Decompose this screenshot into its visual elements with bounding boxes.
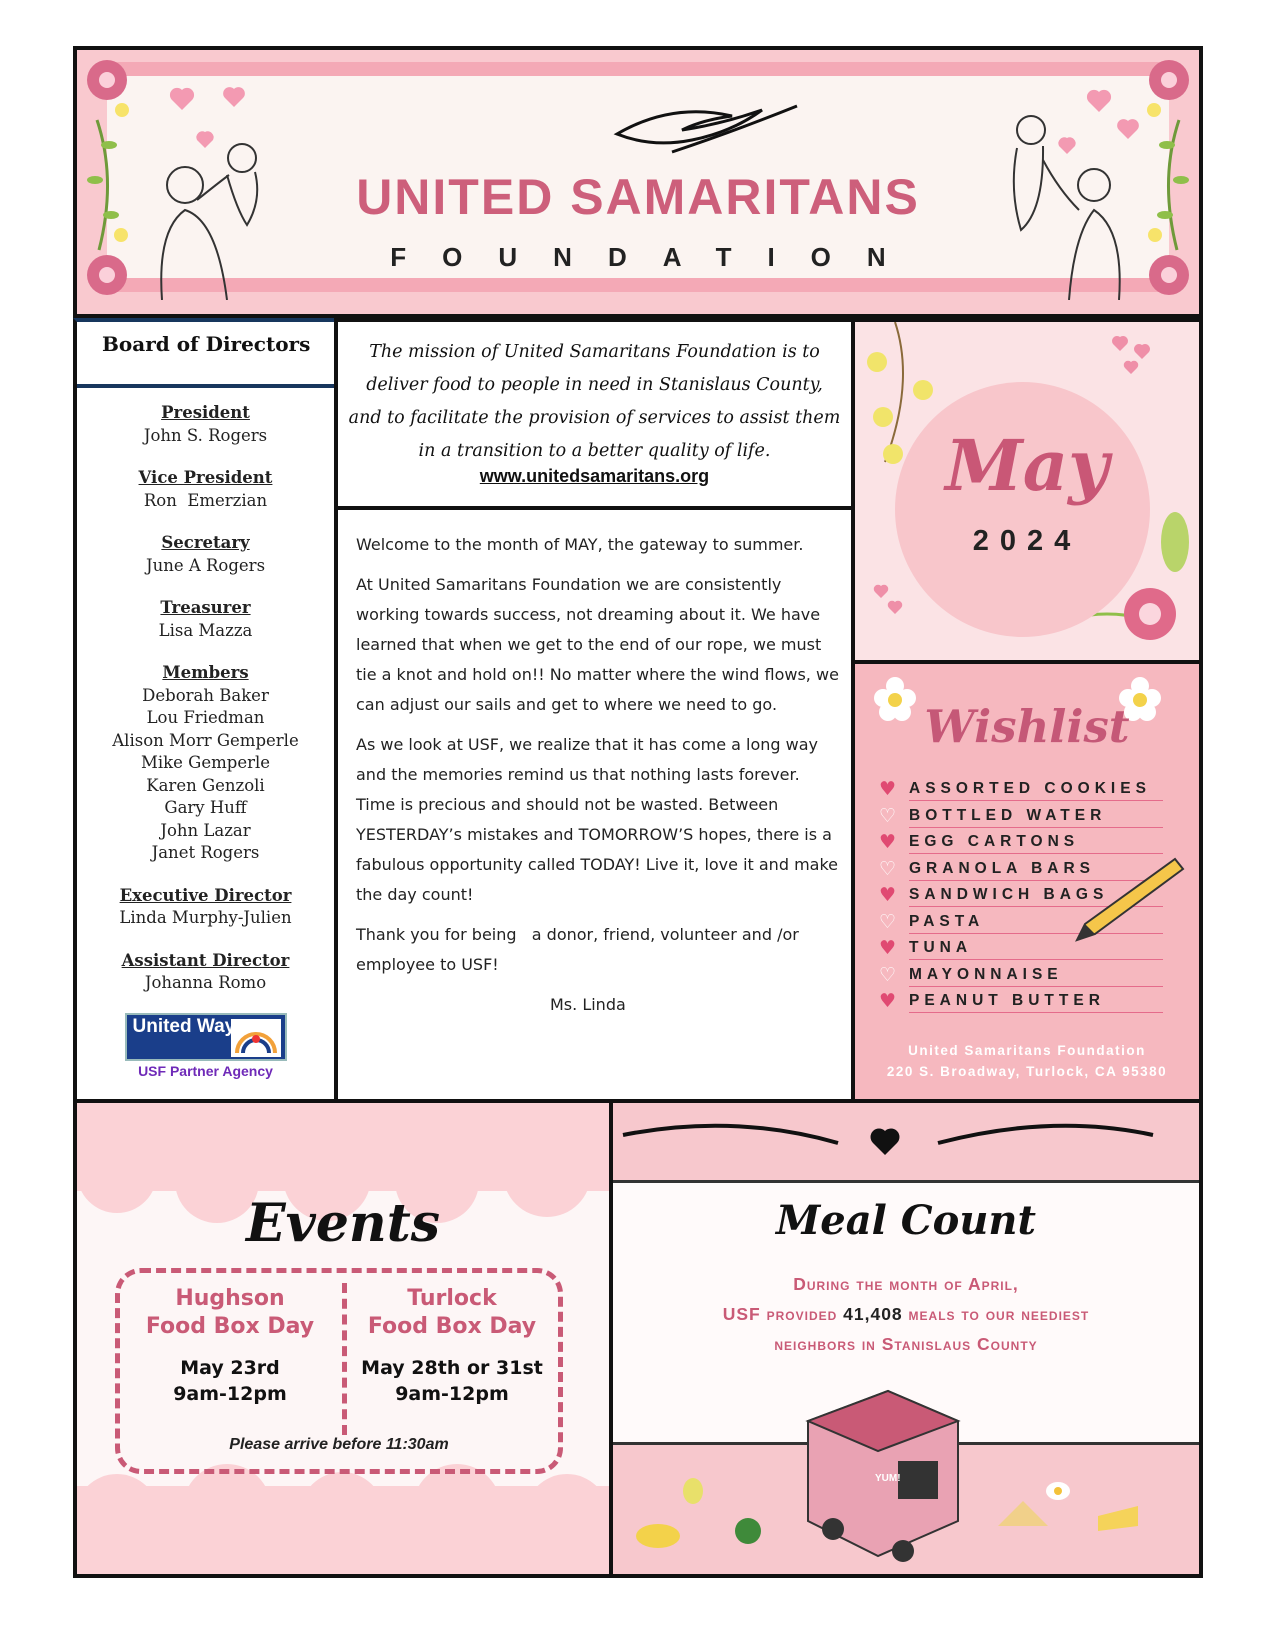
brand-logo-icon — [612, 102, 802, 162]
heart-outline-icon: ♡ — [879, 963, 897, 986]
role-title: Secretary — [161, 533, 250, 552]
org-name: United Samaritans Foundation — [908, 1043, 1146, 1058]
swirl-heart-icon — [613, 1103, 1199, 1181]
brand-subtitle: FOUNDATION — [390, 242, 922, 272]
list-item — [879, 962, 1163, 989]
events-card — [115, 1268, 563, 1474]
meal-line — [623, 1299, 1189, 1329]
role-title: Assistant Director — [121, 950, 290, 970]
month-name: May — [945, 424, 1109, 507]
event-location: Turlock — [407, 1286, 497, 1311]
list-item — [879, 829, 1163, 856]
member-name: John Lazar — [160, 820, 251, 840]
month-panel — [851, 318, 1203, 664]
member-name: Alison Morr Gemperle — [112, 730, 299, 750]
partner-caption: USF Partner Agency — [138, 1062, 273, 1079]
meal-line: During the month of April, — [793, 1274, 1019, 1294]
mission-text: The mission of United Samaritans Foundation is to deliver food to people in need in Stanislaus County, and to facilitate the provision of services to assist them in a transition to a better quality of life. — [348, 342, 841, 461]
month-year: 2024 — [972, 525, 1082, 557]
wishlist-item-label: SANDWICH BAGS — [909, 883, 1163, 907]
meal-title: Meal Count — [776, 1197, 1036, 1244]
event-time: 9am-12pm — [395, 1383, 509, 1405]
food-truck-illustration — [613, 1361, 1199, 1574]
board-list — [77, 388, 334, 995]
month-circle — [895, 382, 1150, 637]
member-name: Linda Murphy-Julien — [119, 908, 292, 927]
mother-baby-left-illustration — [77, 50, 307, 300]
welcome-letter — [334, 506, 855, 1103]
event-hughson — [120, 1285, 340, 1407]
event-note: Please arrive before 11:30am — [229, 1436, 449, 1453]
member-name: Lisa Mazza — [158, 620, 253, 640]
event-location: Hughson — [175, 1286, 285, 1311]
wishlist-item-label: PASTA — [909, 910, 1163, 934]
heart-outline-icon: ♡ — [879, 857, 897, 880]
letter-paragraph: Welcome to the month of MAY, the gateway to summer. — [356, 535, 804, 554]
board-title: Board of Directors — [77, 322, 334, 388]
meal-top-band — [613, 1103, 1199, 1183]
truck-sign-text: YUM! — [875, 1473, 901, 1484]
united-way-logo — [125, 1013, 287, 1061]
pencil-icon — [1065, 854, 1185, 944]
letter-paragraph: At United Samaritans Foundation we are consistently working towards success, not dreaming about it. We have learned that when we get to the end of our rope, we must tie a knot and hold on!! No matter where the wind flows, we can adjust our sails and get to where we need to go. — [356, 575, 839, 714]
list-item — [879, 988, 1163, 1015]
heart-outline-icon: ♡ — [879, 910, 897, 933]
meal-count-panel — [609, 1099, 1203, 1578]
list-item — [879, 776, 1163, 803]
member-name: Deborah Baker — [142, 685, 269, 705]
org-address: 220 S. Broadway, Turlock, CA 95380 — [886, 1064, 1168, 1079]
wishlist-footer — [855, 1040, 1199, 1082]
event-type: Food Box Day — [367, 1314, 537, 1339]
event-type: Food Box Day — [145, 1314, 315, 1339]
heart-filled-icon: ♥ — [879, 831, 897, 854]
heart-filled-icon: ♥ — [879, 884, 897, 907]
mission-statement — [334, 318, 855, 510]
member-name: June A Rogers — [145, 555, 266, 575]
member-name: Gary Huff — [164, 798, 247, 817]
meal-line-start: USF provided — [722, 1304, 844, 1324]
heart-filled-icon: ♥ — [879, 990, 897, 1013]
event-turlock — [342, 1285, 562, 1407]
letter-signature: Ms. Linda — [550, 995, 626, 1014]
wishlist-item-label: EGG CARTONS — [909, 830, 1163, 854]
role-title: President — [161, 403, 250, 422]
events-title: Events — [245, 1193, 441, 1254]
heart-filled-icon: ♥ — [879, 937, 897, 960]
wishlist-item-label: ASSORTED COOKIES — [909, 777, 1163, 801]
wishlist-title: Wishlist — [924, 700, 1130, 753]
heart-outline-icon: ♡ — [879, 804, 897, 827]
role-title: Vice President — [138, 468, 273, 487]
united-way-emblem-icon — [231, 1019, 281, 1057]
letter-paragraph: As we look at USF, we realize that it has come a long way and the memories remind us that nothing lasts forever. Time is precious and should not be wasted. Between YESTERDAY’s mistakes and TOMORROW’S hopes, there is a fabulous opportunity called TODAY! Live it, love it and make the day count! — [356, 735, 838, 904]
wishlist-item-label: TUNA — [909, 936, 1163, 960]
letter-paragraph: Thank you for being a donor, friend, volunteer and /or employee to USF! — [356, 925, 804, 974]
event-time: 9am-12pm — [173, 1383, 287, 1405]
wishlist-panel — [851, 660, 1203, 1103]
event-date: May 23rd — [180, 1357, 280, 1379]
wishlist-item-label: PEANUT BUTTER — [909, 989, 1163, 1013]
wishlist-item-label: MAYONNAISE — [909, 963, 1163, 987]
united-way-logo-text: United Way — [132, 1015, 236, 1037]
member-name: Johanna Romo — [144, 973, 267, 992]
board-of-directors — [73, 318, 338, 1103]
list-item — [879, 803, 1163, 830]
wishlist-item-label: BOTTLED WATER — [909, 804, 1163, 828]
wishlist-item-label: GRANOLA BARS — [909, 857, 1163, 881]
member-name: Karen Genzoli — [146, 775, 265, 795]
event-date: May 28th or 31st — [361, 1357, 543, 1379]
meal-line-end: meals to our neediest — [902, 1304, 1090, 1324]
meal-line: neighbors in Stanislaus County — [774, 1334, 1038, 1354]
role-title: Members — [162, 663, 249, 682]
member-name: Ron Emerzian — [143, 490, 268, 510]
member-name: Lou Friedman — [146, 708, 265, 727]
events-panel — [73, 1099, 613, 1578]
mother-baby-right-illustration — [969, 50, 1199, 300]
website-link[interactable]: www.unitedsamaritans.org — [479, 466, 710, 486]
heart-filled-icon: ♥ — [879, 778, 897, 801]
member-name: Mike Gemperle — [140, 753, 271, 772]
role-title: Treasurer — [160, 598, 251, 617]
member-name: Janet Rogers — [151, 843, 260, 862]
header-banner — [73, 46, 1203, 318]
meal-count-number: 41,408 — [843, 1304, 903, 1324]
member-name: John S. Rogers — [143, 425, 268, 445]
brand-name: UNITED SAMARITANS — [356, 169, 920, 225]
meal-summary — [623, 1269, 1189, 1359]
role-title: Executive Director — [119, 885, 292, 905]
